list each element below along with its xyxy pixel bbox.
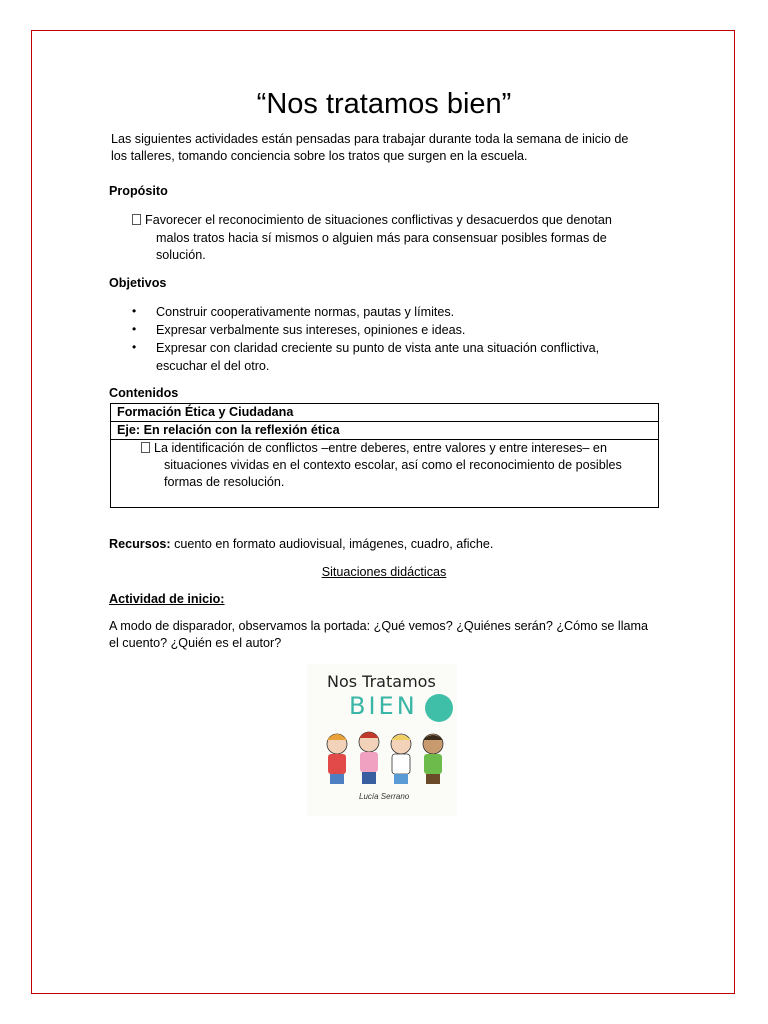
objetivos-heading: Objetivos: [109, 276, 167, 290]
page-title: “Nos tratamos bien”: [256, 88, 512, 120]
objetivo-item-2: Expresar verbalmente sus intereses, opiniones e ideas.: [156, 323, 466, 337]
checkbox-glyph-icon: [141, 442, 150, 453]
table-row-eje: Eje: En relación con la reflexión ética: [111, 422, 659, 440]
contenidos-table: [110, 403, 659, 508]
cover-children-illustration: [315, 726, 455, 788]
proposito-line-1: Favorecer el reconocimiento de situaciones conflictivas y desacuerdos que denotan: [132, 212, 612, 229]
intro-line-1: Las siguientes actividades están pensadas para trabajar durante toda la semana de inicio de: [111, 132, 629, 146]
book-cover-image: [307, 664, 457, 816]
content-line-1: La identificación de conflictos –entre deberes, entre valores y entre intereses– en: [141, 440, 652, 457]
objetivo-item-3: Expresar con claridad creciente su punto de vista ante una situación conflictiva,: [156, 341, 600, 355]
bullet-icon: •: [132, 340, 137, 354]
page-border: [31, 30, 735, 994]
cover-title-line1: Nos Tratamos: [327, 672, 436, 691]
content-line-3: formas de resolución.: [164, 475, 285, 489]
actividad-heading: Actividad de inicio:: [109, 592, 225, 606]
bullet-icon: •: [132, 322, 137, 336]
cover-badge-icon: [425, 694, 453, 722]
objetivo-item-3-cont: escuchar el del otro.: [156, 359, 270, 373]
intro-line-2: los talleres, tomando conciencia sobre los tratos que surgen en la escuela.: [111, 149, 528, 163]
cover-title-line2: BIEN: [349, 692, 418, 720]
table-row-area: Formación Ética y Ciudadana: [111, 404, 659, 422]
table-row-content: [111, 440, 659, 508]
actividad-line-1: A modo de disparador, observamos la portada: ¿Qué vemos? ¿Quiénes serán? ¿Cómo se llama: [109, 619, 649, 633]
proposito-line-3: solución.: [156, 248, 206, 262]
checkbox-glyph-icon: [132, 214, 141, 225]
proposito-heading: Propósito: [109, 184, 168, 198]
situaciones-heading: Situaciones didácticas: [321, 565, 447, 579]
objetivo-item-1: Construir cooperativamente normas, pautas y límites.: [156, 305, 455, 319]
contenidos-heading: Contenidos: [109, 386, 179, 400]
proposito-line-2: malos tratos hacia sí mismos o alguien más para consensuar posibles formas de: [156, 231, 607, 245]
actividad-line-2: el cuento? ¿Quién es el autor?: [109, 636, 282, 650]
cover-author: Lucía Serrano: [359, 792, 410, 801]
bullet-icon: •: [132, 304, 137, 318]
recursos-line: Recursos: cuento en formato audiovisual, imágenes, cuadro, afiche.: [109, 537, 494, 551]
content-line-2: situaciones vividas en el contexto escolar, así como el reconocimiento de posibles: [164, 458, 622, 472]
